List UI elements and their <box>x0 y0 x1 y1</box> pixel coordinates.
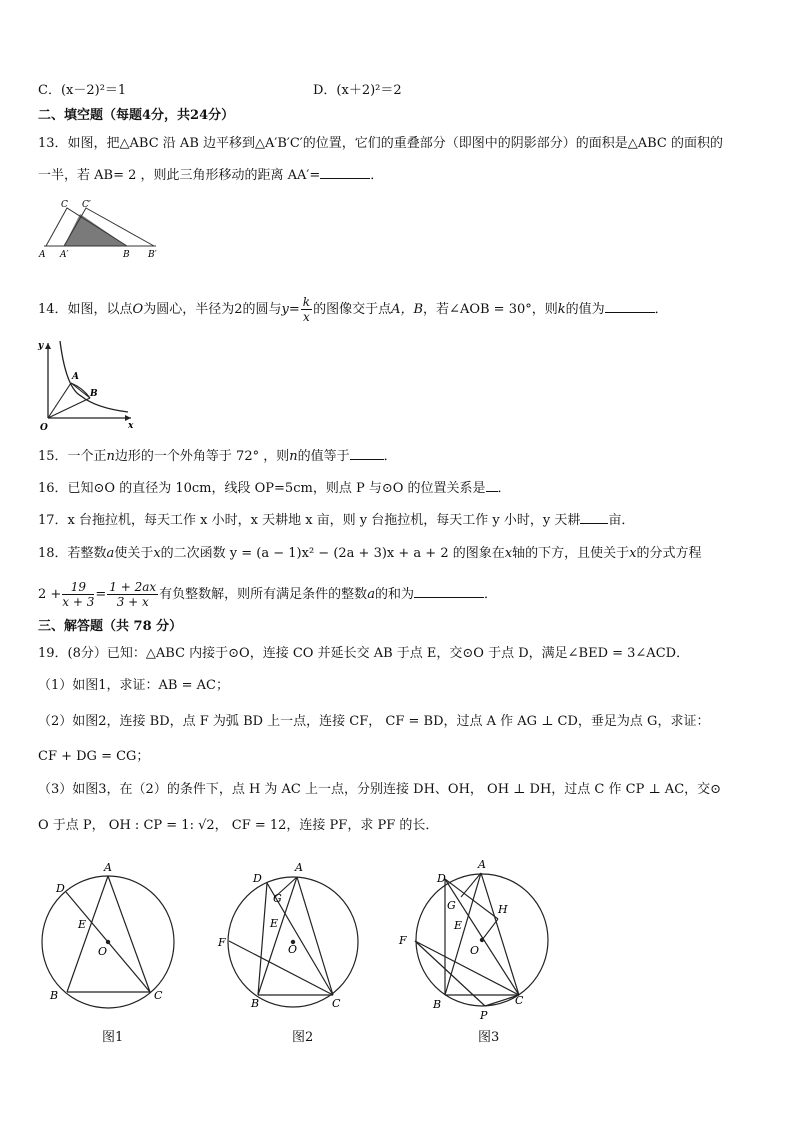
q15-line: 15．一个正n边形的一个外角等于 72° ，则n的值等于 ． <box>38 449 397 464</box>
q18-answer-blank[interactable] <box>414 585 484 598</box>
q14-label-y: y <box>38 341 44 351</box>
q13-label-B: B <box>123 250 130 260</box>
q14-label-x: x <box>128 421 134 431</box>
q13-figure <box>34 198 164 260</box>
q14-figure <box>36 338 136 433</box>
q13-answer-blank[interactable] <box>320 166 370 179</box>
fig3-label-B: B <box>433 998 442 1011</box>
fig3-label-C: C <box>515 994 524 1007</box>
section-3-heading: 三、解答题（共 78 分） <box>38 619 183 634</box>
fig2-caption: 图2 <box>292 1030 314 1045</box>
fig2-label-B: B <box>251 997 260 1010</box>
fig3-label-G: G <box>447 899 456 912</box>
fig3-label-F: F <box>399 934 407 947</box>
fig2-label-G: G <box>273 892 282 905</box>
q19-part1: （1）如图1，求证：AB = AC； <box>38 678 229 693</box>
fig1-label-D: D <box>56 882 65 895</box>
q14-answer-blank[interactable] <box>605 300 655 313</box>
q14-label-B: B <box>90 389 98 399</box>
q18-line2: 2 + $\frac{19}{x + 3}$ = $\frac{1 + 2ax}{3 + x}$ 有负整数解，则所有满足条件的整数a的和为 ． <box>38 580 497 609</box>
fig2-label-C: C <box>332 997 341 1010</box>
fig3-label-E: E <box>454 919 463 932</box>
q18-fraction-1: $\frac{19}{x + 3}$ <box>62 580 95 609</box>
fig3-label-H: H <box>498 903 508 916</box>
fig3-label-D: D <box>437 872 446 885</box>
q19-part3-line2: O 于点 P， OH : CP = 1: √2， CF = 12，连接 PF，求 PF 的长． <box>38 818 439 833</box>
q13-label-A1: A′ <box>60 250 69 260</box>
q18-fraction-2: $\frac{1 + 2ax}{3 + x}$ <box>109 580 157 609</box>
fig1-label-C: C <box>154 989 163 1002</box>
fig1-label-B: B <box>50 989 59 1002</box>
fig1-label-E: E <box>78 918 87 931</box>
q18-line1: 18．若整数a使关于x的二次函数 y = (a − 1)x² − (2a + 3)x + a + 2 的图象在x轴的下方，且使关于x的分式方程 <box>38 546 702 561</box>
q14-label-A: A <box>72 372 79 382</box>
q13-label-C: C <box>61 200 68 210</box>
q17-answer-blank[interactable] <box>580 511 608 524</box>
section-2-heading: 二、填空题（每题4分，共24分） <box>38 108 235 123</box>
fig3-caption: 图3 <box>478 1030 500 1045</box>
q13-line1: 13．如图，把△ABC 沿 AB 边平移到△A′B′C′的位置，它们的重叠部分（即图中的阴影部分）的面积是△ABC 的面积的 <box>38 136 724 151</box>
q19-figure-2 <box>215 855 375 1015</box>
fig3-label-O: O <box>470 944 480 957</box>
fig1-label-O: O <box>98 945 108 958</box>
q14-line: 14．如图，以点O为圆心，半径为2的圆与y= $\frac{k}{x}$ 的图像交于点A，B，若∠AOB = 30°，则k的值为 ． <box>38 295 668 324</box>
fig2-label-A: A <box>295 861 303 874</box>
q13-label-A: A <box>39 250 46 260</box>
q13-label-B1: B′ <box>148 250 157 260</box>
fig3-label-A: A <box>478 858 486 871</box>
q14-fraction: $\frac{k}{x}$ <box>302 295 311 324</box>
q15-answer-blank[interactable] <box>350 447 384 460</box>
q16-answer-blank[interactable] <box>486 479 498 492</box>
q19-figure-1 <box>30 855 190 1015</box>
fig2-label-F: F <box>218 936 226 949</box>
q13-label-C1: C′ <box>82 200 91 210</box>
q19-part2-line2: CF + DG = CG； <box>38 749 150 764</box>
q14-label-O: O <box>40 423 48 433</box>
q13-line2: 一半，若 AB= 2 ，则此三角形移动的距离 AA′= ． <box>38 168 384 183</box>
option-d: D．(x＋2)²＝2 <box>313 83 402 98</box>
fig2-label-E: E <box>270 917 279 930</box>
q19-figure-3 <box>395 855 560 1025</box>
fig2-label-O: O <box>288 943 298 956</box>
q17-line: 17．x 台拖拉机，每天工作 x 小时，x 天耕地 x 亩，则 y 台拖拉机，每天工作 y 小时，y 天耕 亩． <box>38 513 635 528</box>
q19-intro: 19．(8分）已知：△ABC 内接于⊙O，连接 CO 并延长交 AB 于点 E，交⊙O 于点 D，满足∠BED = 3∠ACD． <box>38 646 690 661</box>
fig3-label-P: P <box>480 1009 488 1022</box>
q19-part2-line1: （2）如图2，连接 BD，点 F 为弧 BD 上一点，连接 CF， CF = BD，过点 A 作 AG ⊥ CD，垂足为点 G，求证： <box>38 714 710 729</box>
q19-part3-line1: （3）如图3，在（2）的条件下，点 H 为 AC 上一点，分别连接 DH、OH， OH ⊥ DH，过点 C 作 CP ⊥ AC，交⊙ <box>38 782 722 797</box>
option-c: C．(x－2)²＝1 <box>38 83 127 98</box>
fig1-label-A: A <box>104 861 112 874</box>
q16-line: 16．已知⊙O 的直径为 10cm，线段 OP=5cm，则点 P 与⊙O 的位置关系是 ． <box>38 481 511 496</box>
fig1-caption: 图1 <box>102 1030 124 1045</box>
fig2-label-D: D <box>253 872 262 885</box>
